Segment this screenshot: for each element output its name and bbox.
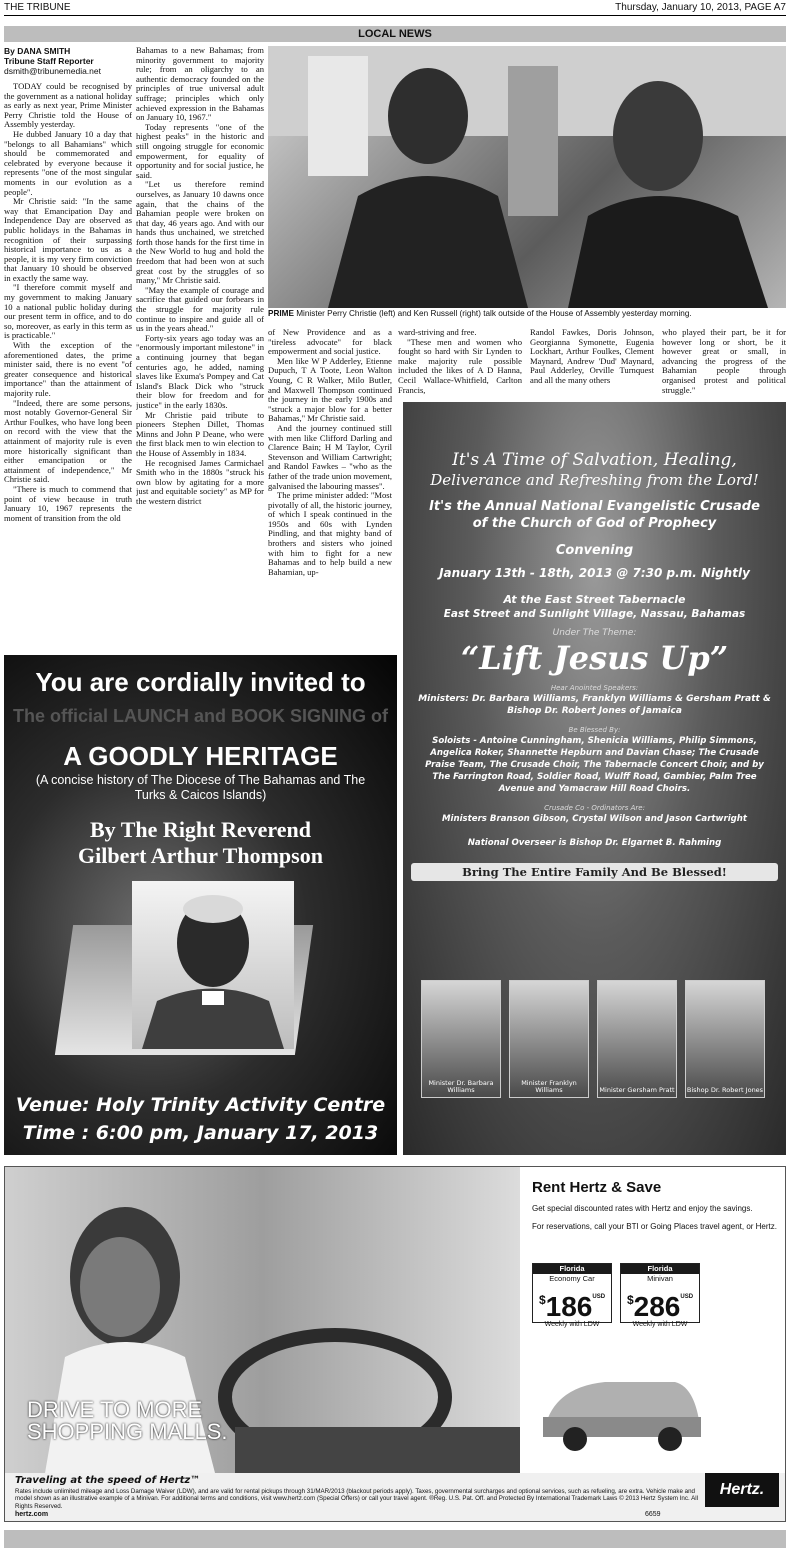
paragraph: TODAY could be recognised by the government as a national holiday as early as next year, Prime Minister Perry Christie told the House of Assembly yesterday. (4, 82, 132, 130)
price-region: Florida (533, 1264, 611, 1274)
paragraph: "There is much to commend that point of view because in truth January 10, 1967 represents the moment of transition from the old (4, 483, 132, 523)
crusade-line2: of the Church of God of Prophecy (472, 516, 717, 531)
price-currency: USD (680, 1294, 694, 1300)
hertz-tagline: Traveling at the speed of Hertz™ (15, 1475, 201, 1486)
paragraph: Forty-six years ago today was an "enormously important milestone" in a continuing journey that began centuries ago, he added, naming slaves like Exuma's Pompey and Cat Island's Black Dick who "struck their blow for freedom and for justice" in the early 1830s. (136, 332, 264, 410)
blessed-list: Soloists - Antoine Cunningham, Shenicia Williams, Philip Simmons, Angelica Roker, Shannette Hepburn and Davian Chase; The Crusade Praise Team, The Crusade Choir, The Tabernacle Concert Choir, and by The Farrington Road, Soldier Road, Wulff Road, Gambier, Palm Tree Avenue and Yamacraw Hill Road Choirs. (425, 736, 764, 794)
coordinators-label: Crusade Co - Ordinators Are: (544, 804, 645, 812)
speakers: Ministers: Dr. Barbara Williams, Franklyn Williams & Gersham Pratt & Bishop Dr. Robert Jones of Jamaica (418, 694, 771, 716)
hertz-slogan-line2: SHOPPING MALLS. (27, 1419, 228, 1444)
hertz-driver-photo (5, 1167, 520, 1473)
author-portrait (132, 881, 294, 1049)
crusade-script-line2: Deliverance and Refreshing from the Lord! (430, 471, 759, 489)
author-line1: By The Right Reverend (89, 817, 312, 842)
crusade-script-line1: It's A Time of Salvation, Healing, (452, 450, 737, 470)
invite-line1: You are cordially invited to (35, 667, 366, 697)
paragraph: "May the example of courage and sacrifice that guided our forbears in the struggle for majority rule continue to inspire and guide all of us in the years ahead." (136, 284, 264, 334)
price-card-economy[interactable]: Florida Economy Car $^{\$}186^{USD}$ Weekly with LDW (532, 1263, 612, 1323)
hertz-url[interactable]: hertz.com (15, 1511, 49, 1518)
article-column-3 (268, 328, 392, 652)
crusade-theme: “Lift Jesus Up” (460, 639, 729, 677)
byline (4, 46, 132, 76)
event-venue: Venue: Holy Trinity Activity Centre (15, 1094, 386, 1116)
caption-text: Minister Perry Christie (left) and Ken Russell (right) talk outside of the House of Assembly yesterday morning. (293, 309, 692, 318)
byline-role: Tribune Staff Reporter (4, 56, 94, 66)
article-column-2 (136, 46, 264, 652)
portrait-label: Minister Dr. Barbara Williams (428, 1079, 494, 1094)
hertz-logo: Hertz. (705, 1473, 779, 1507)
book-title: A GOODLY HERITAGE (63, 741, 338, 771)
paper-name: THE TRIBUNE (4, 2, 71, 13)
crusade-dates: January 13th - 18th, 2013 @ 7:30 p.m. Nightly (439, 566, 750, 580)
crusade-ad (403, 402, 786, 1155)
family-banner: Bring The Entire Family And Be Blessed! (411, 863, 778, 881)
hertz-sub2: For reservations, call your BTI or Going Places travel agent, or Hertz. (532, 1222, 777, 1231)
hertz-sub1: Get special discounted rates with Hertz and enjoy the savings. (532, 1204, 753, 1213)
article-column-6 (662, 328, 786, 398)
article-column-4 (398, 328, 522, 398)
paragraph: ward-striving and free. (398, 328, 477, 337)
paragraph: He dubbed January 10 a day that "belongs to all Bahamians" which should be commemorated and celebrated by everyone because it represents "one of the most singular moments in our evolution as a people". (4, 128, 132, 197)
crusade-venue2: East Street and Sunlight Village, Nassau, Bahamas (443, 608, 746, 620)
paragraph: The prime minister added: "Most pivotally of all, the historic journey, of which I speak continued in the 1950s and 60s with Lynden Pindling, and that mighty band of brothers and sisters who joined with him to fight for a new Bahamas and to help build a new Bahamian, up- (268, 490, 392, 577)
price-region: Florida (621, 1264, 699, 1274)
paragraph: And the journey continued still with men like Clifford Darling and Clarence Bain; H M Taylor, Cyril Stevenson and William Cartwright; and Randol Fawkes – "who as the father of the trade union movement, galvanised the labouring masses". (268, 422, 392, 491)
event-time: Time : 6:00 pm, January 17, 2013 (22, 1122, 379, 1144)
section-title: LOCAL NEWS (4, 26, 786, 42)
price-currency: USD (592, 1294, 606, 1300)
speaker-portrait (421, 980, 501, 1098)
speakers-label: Hear Anointed Speakers: (550, 684, 639, 692)
hertz-headline: Rent Hertz & Save (532, 1179, 662, 1196)
book-launch-ad (4, 655, 397, 1155)
photo-caption (268, 309, 786, 319)
hertz-footer (5, 1473, 786, 1521)
byline-author: By DANA SMITH (4, 46, 71, 56)
crusade-line1: It's the Annual National Evangelistic Crusade (429, 499, 760, 514)
byline-email[interactable]: dsmith@tribunemedia.net (4, 66, 101, 76)
paragraph: Today represents "one of the highest peaks" in the historic and still ongoing struggle for economic empowerment, for equality of opportunity and for social justice, he said. (136, 121, 264, 180)
hertz-ad (4, 1166, 786, 1522)
portrait-label: Minister Gersham Pratt (599, 1086, 675, 1094)
article-column-1 (4, 82, 132, 652)
crusade-venue1: At the East Street Tabernacle (503, 593, 686, 606)
speaker-portrait (509, 980, 589, 1098)
convening: Convening (555, 543, 634, 558)
paragraph: Mr Christie paid tribute to pioneers Stephen Dillet, Thomas Minns and John P Deane, who were the first black men to win election to the House of Assembly in 1834. (136, 409, 264, 458)
paragraph: of New Providence and as a "tireless advocate" for black empowerment and social justice. (268, 328, 392, 357)
caption-lead: PRIME (268, 309, 294, 318)
paragraph: Bahamas to a new Bahamas; from minority government to majority rule; from an oligarchy to an authentic democracy founded on the principles of true universal adult suffrage; principles which only achieved expression in the Bahamas on January 10, 1967." (136, 46, 264, 123)
article-column-5 (530, 328, 654, 398)
paragraph: "I therefore commit myself and my government to making January 10 a national public holiday during our present term in office, and to do so, moreover, as early in this term as is practicable." (4, 282, 132, 341)
portrait-label: Bishop Dr. Robert Jones (686, 1086, 764, 1094)
paragraph: "Let us therefore remind ourselves, as January 10 dawns once again, that the chains of the Bahamian people were broken on that day, 46 years ago. And with our hands thus unchained, we stretched forth those hands for the first time in the New World to hug and hold the freedom that had been won at such great cost by the struggles of so many," Mr Christie said. (136, 179, 264, 286)
price-note: Weekly with LDW (632, 1321, 688, 1328)
price-car: Minivan (647, 1274, 673, 1283)
theme-label: Under The Theme: (552, 628, 637, 638)
paragraph: With the exception of the aforementioned dates, the prime minister said, there is no event "of greater consequence and historical importance" than the attainment of majority rule. (4, 340, 132, 398)
author-line2: Gilbert Arthur Thompson (78, 843, 323, 868)
hertz-code: 6659 (645, 1511, 661, 1518)
overseer: National Overseer is Bishop Dr. Elgarnet B. Rahming (467, 838, 722, 848)
news-photo-illustration (268, 46, 786, 308)
page-header (4, 2, 786, 16)
paragraph: "Indeed, there are some persons, most notably Governor-General Sir Arthur Foulkes, who have long been on record with the view that the attainment of majority rule is even more historically significant than either emancipation or the attainment of independence," Mr Christie said. (4, 397, 132, 485)
paragraph: Mr Christie said: "In the same way that Emancipation Day and Independence Day are observed as public holidays in the Bahamas in recognition of their surpassing historical importance to us as a people, it is my very firm conviction that January 10 should be observed in exactly the same way. (4, 196, 132, 283)
dateline: Thursday, January 10, 2013, PAGE A7 (615, 2, 786, 13)
coordinators: Ministers Branson Gibson, Crystal Wilson and Jason Cartwright (441, 814, 748, 824)
speaker-portrait (597, 980, 677, 1098)
speaker-portrait (685, 980, 765, 1098)
invite-line2: The official LAUNCH and BOOK SIGNING of (12, 706, 388, 726)
paragraph: Randol Fawkes, Doris Johnson, Georgianna Symonette, Eugenia Lockhart, Arthur Foulkes, Clement Maynard, Andrew 'Dud' Maynard, Paul Adderley, Orville Turnquest and all the many others (530, 328, 654, 385)
portrait-label: Minister Franklyn Williams (521, 1079, 577, 1094)
minivan-image (535, 1367, 705, 1457)
hertz-fineprint: Rates include unlimited mileage and Loss Damage Waiver (LDW), and are valid for rental pickups through 31/MAR/2013 (blackout periods apply). Taxes, governmental surcharges and optional services, such as refueling, are extra. Vehicle make and model shown as an illustrative example of a Minivan. For additional terms and conditions, visit www.hertz.com (Special Offers) or call your travel agent. ®Reg. U.S. Pat. Off. and Protected By International Trademark Laws © 2013 Hertz System Inc. All Rights Reserved. (15, 1488, 698, 1510)
paragraph: He recognised James Carmichael Smith who in the 1880s "struck his own blow by agitating for a more just and equitable society" as MP for the western district (136, 457, 264, 506)
blessed-label: Be Blessed By: (568, 726, 621, 734)
price-car: Economy Car (549, 1274, 595, 1283)
hertz-slogan-line1: DRIVE TO MORE (27, 1397, 203, 1422)
footer-bar (4, 1530, 786, 1548)
paragraph: "These men and women who fought so hard with Sir Lynden to make majority rule possible included the likes of A D Hanna, Cecil Wallace-Whitfield, Carlton Francis, (398, 336, 522, 395)
price-note: Weekly with LDW (544, 1321, 600, 1328)
news-photo (268, 46, 786, 308)
price-value: 186 (545, 1291, 593, 1322)
paragraph: who played their part, be it for however long or short, be it however great or small, in advancing the progress of the Bahamian people through organised protest and political struggle." (662, 328, 786, 395)
book-subtitle: (A concise history of The Diocese of The Bahamas and The Turks & Caicos Islands) (35, 773, 366, 802)
paragraph: Men like W P Adderley, Etienne Dupuch, T A Toote, Leon Walton Young, C R Walker, Milo Butler, and Maxwell Thompson continued the journey in the early 1900s and "struck a major blow for a better Bahamas," Mr Christie said. (268, 355, 392, 424)
price-card-minivan[interactable]: Florida Minivan $^{\$}286^{USD}$ Weekly with LDW (620, 1263, 700, 1323)
price-value: 286 (633, 1291, 681, 1322)
